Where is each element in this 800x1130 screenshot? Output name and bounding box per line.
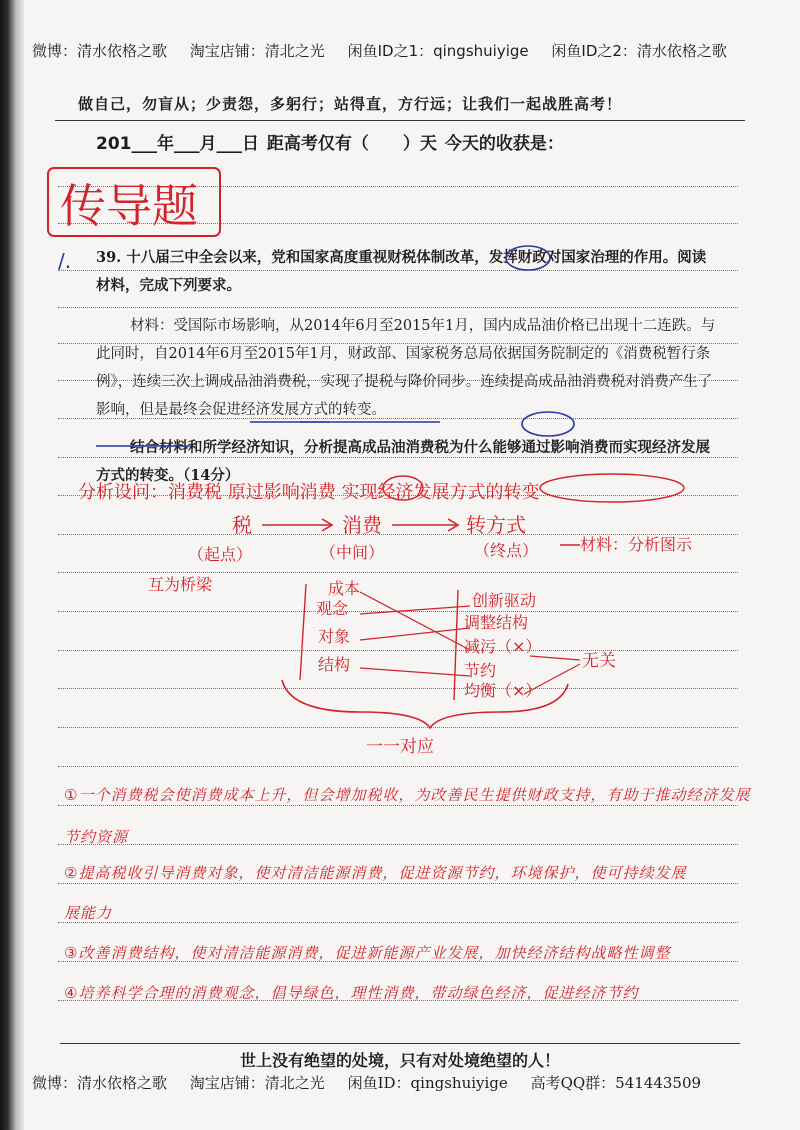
answer-line: ②提高税收引导消费对象，使对清洁能源消费，促进资源节约，环境保护，使可持续发展 [64, 864, 687, 882]
one-to-one-label: 一一对应 [366, 737, 434, 757]
link-line [530, 656, 580, 660]
footer-xianyu: 闲鱼ID：qingshuiyige [347, 1074, 508, 1092]
answer-line: ③改善消费结构，使对清洁能源消费，促进新能源产业发展，加快经济结构战略性调整 [64, 944, 671, 962]
question-stem: 39. 十八届三中全会以来，党和国家高度重视财税体制改革，发挥财政对国家治理的作用。阅读材料，完成下列要求。 [96, 249, 707, 294]
node-consume: 消费 [342, 513, 382, 537]
no-relation-label: 无关 [582, 651, 616, 671]
date-field: 201___年___月___日 [96, 134, 259, 154]
node-start-label: （起点） [188, 545, 253, 564]
footer-weibo: 微博：清水依格之歌 [32, 1074, 168, 1092]
question-ask: 结合材料和所学经济知识，分析提高成品油消费税为什么能够通过影响消费而实现经济发展方式的转变。（14分） [96, 439, 710, 484]
title-handwriting: 传导题 [60, 179, 198, 233]
footer-slogan: 世上没有绝望的处境，只有对处境绝望的人！ [239, 1051, 560, 1070]
item-number: /. [58, 249, 72, 273]
transform-item: 调整结构 [464, 613, 529, 632]
bridge-label: 互为桥梁 [148, 575, 213, 594]
node-middle-label: （中间） [320, 543, 385, 562]
answer-line: ④培养科学合理的消费观念，倡导绿色，理性消费，带动绿色经济，促进经济节约 [64, 984, 639, 1002]
node-end-label: （终点） [474, 541, 539, 560]
link-line [360, 592, 470, 650]
footer-qq-group: 高考QQ群：541443509 [530, 1074, 702, 1092]
header-weibo: 微博：清水依格之歌 [32, 42, 168, 60]
countdown-field: 距高考仅有（ ）天 [266, 134, 437, 154]
circle-mark [540, 474, 684, 502]
answer-line: ①一个消费税会使消费成本上升，但会增加税收，为改善民生提供财政支持，有助于推动经济发展 [64, 786, 751, 804]
side-note: 材料：分析图示 [580, 535, 693, 554]
transform-item: 节约 [464, 661, 497, 680]
transform-item: 减污（×） [464, 637, 542, 656]
link-line [524, 664, 580, 694]
link-line [360, 628, 470, 640]
transform-item: 均衡（×） [464, 681, 542, 700]
harvest-label: 今天的收获是： [444, 134, 564, 154]
node-transform: 转方式 [466, 513, 526, 537]
node-tax: 税 [232, 513, 252, 537]
consume-item: 成本 [328, 579, 361, 598]
footer-divider [60, 1043, 740, 1044]
header-taobao: 淘宝店铺：清北之光 [189, 42, 325, 60]
consume-item: 结构 [318, 655, 351, 674]
transform-item: 创新驱动 [472, 591, 537, 610]
question-material: 材料：受国际市场影响，从2014年6月至2015年1月，国内成品油价格已出现十二连跌。与此同时，自2014年6月至2015年1月，财政部、国家税务总局依据国务院制定的《消费税暂行条例》，连续三次上调成品油消费税，实现了提税与降价同步。连续提高成品油消费税对消费产生了影响，但是最终会促进经济发展方式的转变。 [96, 318, 716, 418]
circle-mark [522, 412, 574, 436]
answer-line: 节约资源 [64, 828, 129, 846]
link-line [360, 668, 470, 676]
consume-item: 对象 [318, 627, 351, 646]
footer-taobao: 淘宝店铺：清北之光 [189, 1074, 325, 1092]
footer-contact-line [32, 1072, 770, 1093]
consume-item: 观念 [316, 599, 349, 618]
header-xianyu-2: 闲鱼ID之2：清水依格之歌 [551, 42, 727, 60]
link-line [360, 606, 470, 614]
motto: 做自己，勿盲从；少责怨，多躬行；站得直，方行远；让我们一起战胜高考！ [78, 95, 623, 113]
bracket-left [300, 584, 306, 680]
answer-line: 展能力 [64, 904, 113, 922]
header-xianyu-1: 闲鱼ID之1：qingshuiyige [347, 42, 529, 60]
analysis-heading: 分析设问：消费税 原过影响消费 实现经济发展方式的转变 [78, 482, 540, 503]
circle-mark [506, 246, 550, 270]
